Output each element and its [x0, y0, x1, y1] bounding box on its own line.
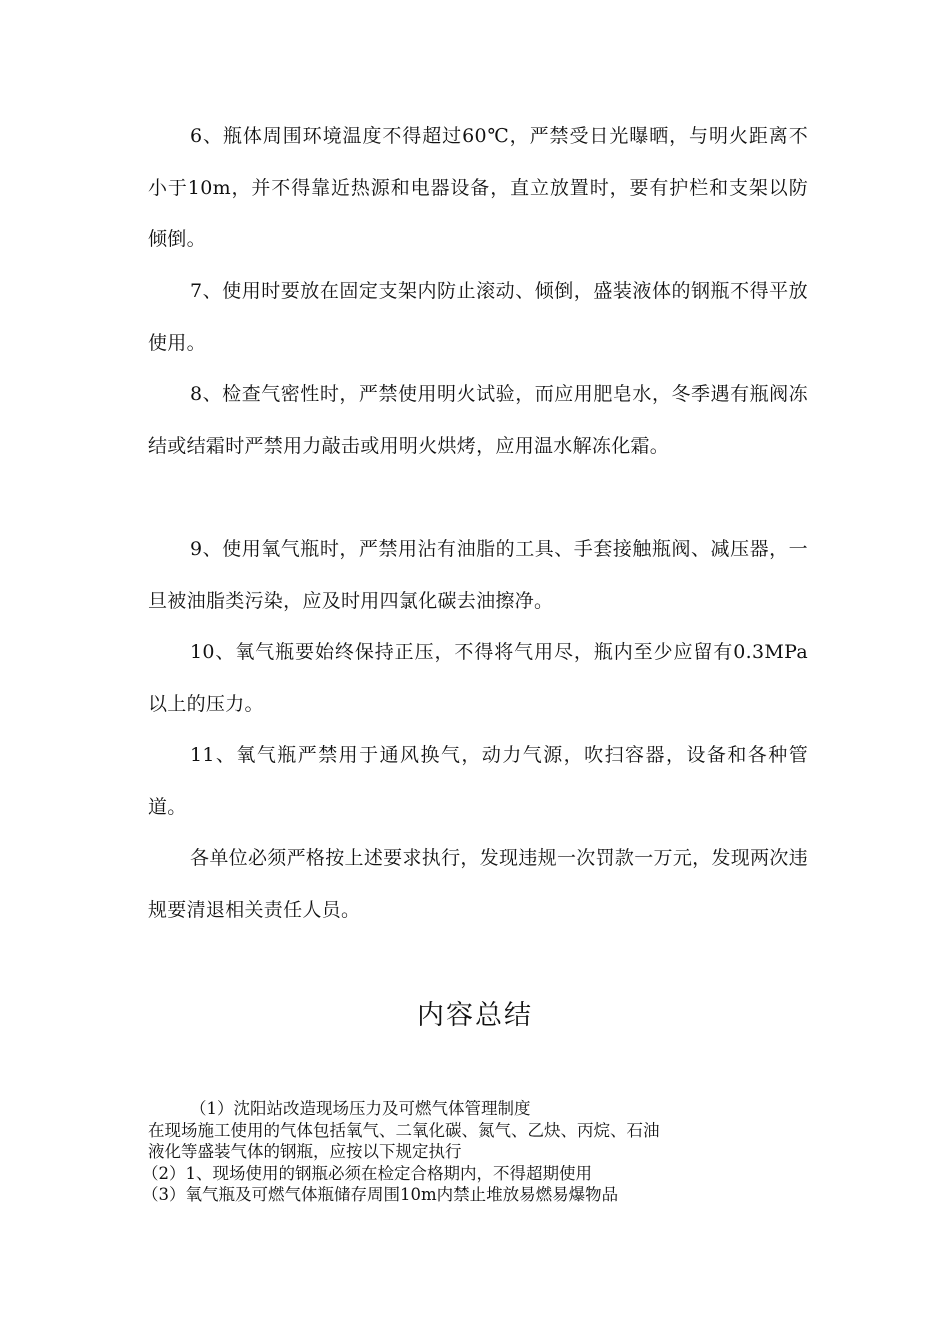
rule-11-paragraph: 11、氧气瓶严禁用于通风换气，动力气源，吹扫容器，设备和各种管道。	[148, 744, 808, 818]
summary-line: 液化等盛装气体的钢瓶，应按以下规定执行	[148, 1142, 462, 1161]
summary-block	[142, 1098, 808, 1206]
rule-6-paragraph: 6、瓶体周围环境温度不得超过60℃，严禁受日光曝晒，与明火距离不小于10m，并不得靠近热源和电器设备，直立放置时，要有护栏和支架以防倾倒。	[148, 125, 808, 250]
summary-line: （1）沈阳站改造现场压力及可燃气体管理制度	[190, 1099, 531, 1118]
rule-10-paragraph: 10、氧气瓶要始终保持正压，不得将气用尽，瓶内至少应留有0.3MPa以上的压力。	[148, 641, 808, 715]
summary-line: 在现场施工使用的气体包括氧气、二氧化碳、氮气、乙炔、丙烷、石油	[148, 1120, 660, 1140]
rule-7-paragraph: 7、使用时要放在固定支架内防止滚动、倾倒，盛装液体的钢瓶不得平放使用。	[148, 280, 808, 354]
rule-8-paragraph: 8、检查气密性时，严禁使用明火试验，而应用肥皂水，冬季遇有瓶阀冻结或结霜时严禁用力敲击或用明火烘烤，应用温水解冻化霜。	[148, 383, 808, 457]
rule-9-paragraph: 9、使用氧气瓶时，严禁用沾有油脂的工具、手套接触瓶阀、减压器，一旦被油脂类污染，应及时用四氯化碳去油擦净。	[148, 538, 808, 612]
summary-line: （2）1、现场使用的钢瓶必须在检定合格期内，不得超期使用	[142, 1163, 592, 1183]
enforcement-paragraph: 各单位必须严格按上述要求执行，发现违规一次罚款一万元，发现两次违规要清退相关责任人员。	[148, 847, 808, 921]
summary-heading: 内容总结	[417, 1000, 533, 1031]
summary-line: （3）氧气瓶及可燃气体瓶储存周围10m内禁止堆放易燃易爆物品	[142, 1185, 619, 1204]
